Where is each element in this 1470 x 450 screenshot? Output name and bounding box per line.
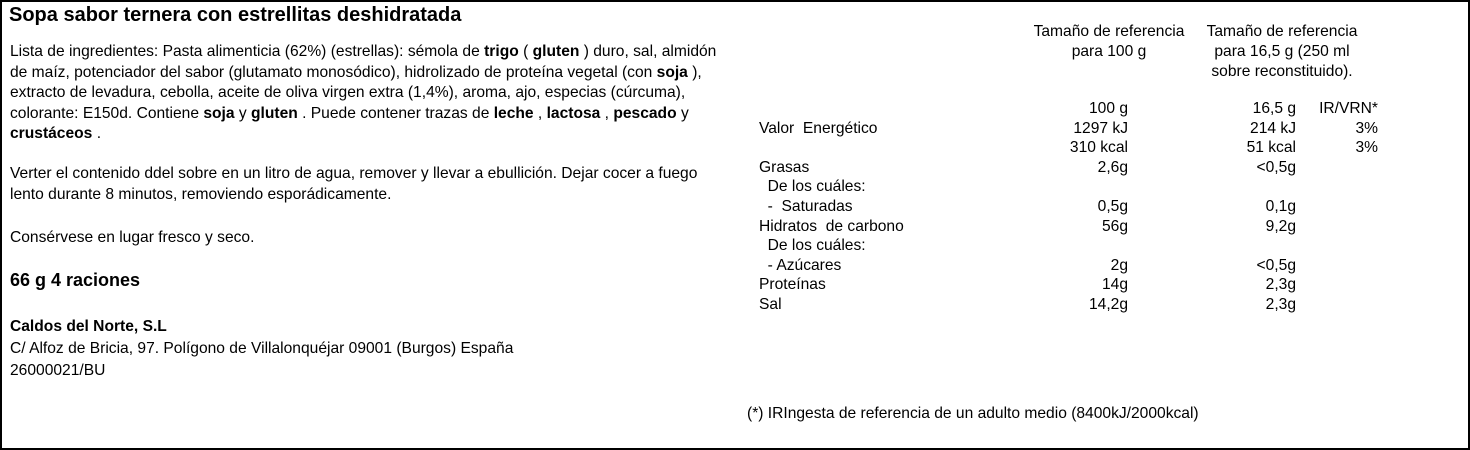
value-per-serving: 2,3g — [1265, 276, 1296, 294]
allergen-text: soja — [656, 63, 688, 81]
ingredient-text: y — [676, 104, 689, 122]
allergen-text: trigo — [484, 43, 519, 60]
allergen-text: leche — [493, 104, 534, 122]
value-per-serving: 51 kcal — [1246, 139, 1296, 157]
nutrition-footnote: (*) IRIngesta de referencia de un adulto medio (8400kJ/2000kcal) — [747, 405, 1199, 422]
value-ir-vrn: IR/VRN* — [1319, 100, 1378, 117]
ingredient-text: ), extracto de levadura, cebolla, aceite de oliva virgen extra (1,4%), aroma, ajo, especias (cúrcuma), colorante: E150d. Contiene — [10, 63, 702, 122]
value-per-serving: 2,3g — [1265, 296, 1296, 313]
allergen-text: gluten — [532, 43, 580, 60]
nutrient-label: Valor Energético — [759, 119, 878, 137]
value-per-100g: 2g — [1110, 256, 1128, 274]
ingredient-text: . — [92, 125, 102, 142]
value-ir-vrn: 3% — [1355, 119, 1378, 137]
nutrition-header-per-100g: Tamaño de referencia para 100 g — [1033, 23, 1185, 60]
net-quantity: 66 g 4 raciones — [10, 270, 141, 290]
value-per-serving: 214 kJ — [1250, 119, 1296, 137]
value-per-serving: 0,1g — [1265, 198, 1296, 215]
registry-number: 26000021/BU — [10, 362, 106, 379]
value-per-100g: 2,6g — [1097, 158, 1128, 176]
nutrient-label: - Azúcares — [759, 256, 842, 274]
company-name: Caldos del Norte, S.L — [10, 318, 167, 335]
ingredient-text: y — [234, 104, 251, 122]
value-per-100g: 1297 kJ — [1073, 119, 1128, 137]
nutrient-label: De los cuáles: — [759, 178, 866, 196]
value-per-serving: <0,5g — [1256, 158, 1296, 176]
value-per-100g: 56g — [1101, 217, 1128, 235]
ingredient-text: ) duro, sal, almidón de maíz, potenciador del sabor (glutamato monosódico), hidrolizado de proteína vegetal (con — [10, 43, 717, 81]
nutrient-label: Hidratos de carbono — [759, 217, 904, 235]
allergen-text: pescado — [613, 104, 677, 122]
nutrient-label: - Saturadas — [759, 198, 853, 215]
conservation-text: Consérvese en lugar fresco y seco. — [10, 229, 255, 246]
allergen-text: lactosa — [546, 104, 601, 122]
ingredient-text: , — [600, 104, 614, 122]
preparation-text: Verter el contenido ddel sobre en un litro de agua, remover y llevar a ebullición. Dejar cocer a fuego lento durante 8 minutos, removiendo esporádicamente. — [10, 165, 698, 203]
value-per-100g: 310 kcal — [1069, 139, 1128, 157]
ingredient-text: . Puede contener trazas de — [297, 104, 494, 122]
nutrition-header-per-serving: Tamaño de referencia para 16,5 g (250 ml sobre reconstituido). — [1206, 23, 1358, 80]
nutrient-label: Sal — [759, 296, 782, 313]
value-per-100g: 14g — [1101, 276, 1128, 294]
value-ir-vrn: 3% — [1355, 139, 1378, 157]
ingredient-text: Lista de ingredientes: Pasta alimenticia (62%) (estrellas): sémola de — [10, 43, 485, 60]
nutrient-label: Proteínas — [759, 276, 826, 294]
ingredient-text: , — [533, 104, 547, 122]
allergen-text: soja — [203, 104, 235, 122]
ingredients-text — [10, 42, 725, 145]
nutrient-label: Grasas — [759, 158, 810, 176]
value-per-serving: <0,5g — [1256, 256, 1296, 274]
value-per-serving: 9,2g — [1265, 217, 1296, 235]
nutrient-label: De los cuáles: — [759, 237, 866, 255]
product-title: Sopa sabor ternera con estrellitas deshidratada — [9, 4, 462, 26]
value-per-100g: 14,2g — [1088, 296, 1128, 313]
company-address: C/ Alfoz de Bricia, 97. Polígono de Villalonquéjar 09001 (Burgos) España — [10, 340, 514, 357]
value-per-serving: 16,5 g — [1252, 100, 1296, 117]
value-per-100g: 100 g — [1088, 100, 1128, 117]
allergen-text: crustáceos — [10, 125, 93, 142]
value-per-100g: 0,5g — [1097, 198, 1128, 215]
allergen-text: gluten — [251, 104, 298, 122]
ingredient-text: ( — [518, 43, 533, 60]
